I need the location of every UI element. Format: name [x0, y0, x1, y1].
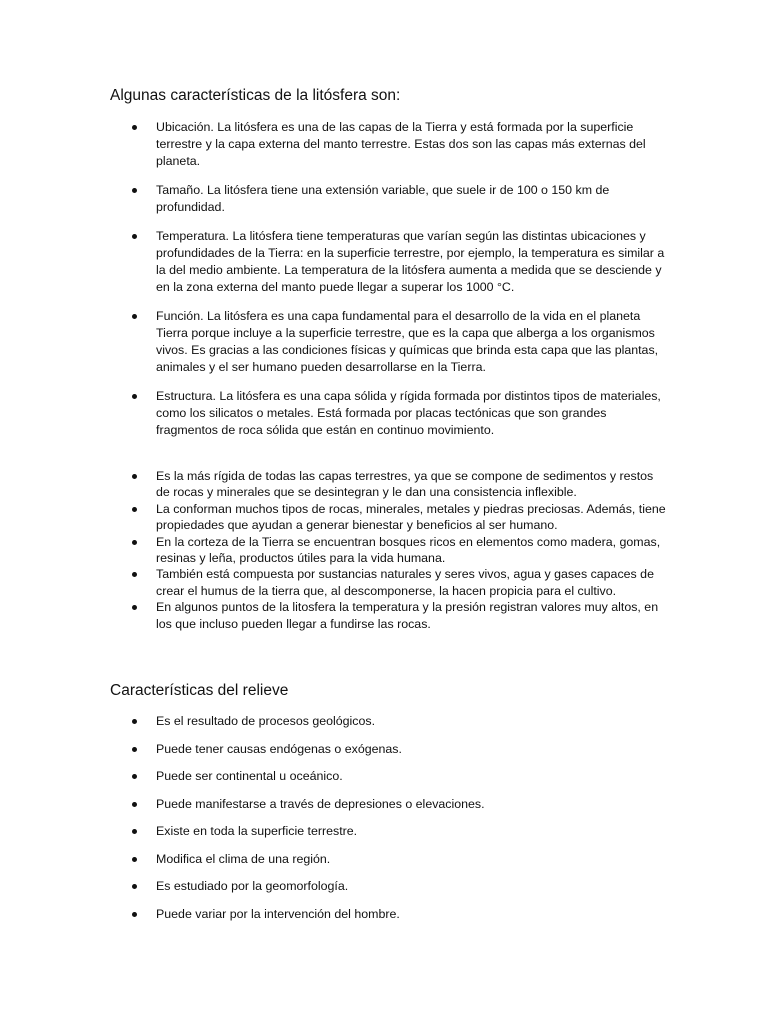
list-item-term: Estructura.: [156, 389, 216, 403]
list-item: En algunos puntos de la litosfera la temperatura y la presión registran valores muy altos, en los que incluso pueden llegar a fundirse las rocas.: [0, 599, 768, 632]
list-item: Puede ser continental u oceánico.: [0, 768, 768, 785]
list-item-term: Temperatura.: [156, 229, 229, 243]
list-item: La conforman muchos tipos de rocas, minerales, metales y piedras preciosas. Además, tiene propiedades que ayudan a generar bienestar y beneficios al ser humano.: [0, 501, 768, 534]
list-item: Puede variar por la intervención del hombre.: [0, 906, 768, 923]
list-item: Puede manifestarse a través de depresiones o elevaciones.: [0, 796, 768, 813]
list-item: [0, 388, 768, 439]
list-item: Es el resultado de procesos geológicos.: [0, 713, 768, 730]
list-item: Es la más rígida de todas las capas terrestres, ya que se compone de sedimentos y restos de rocas y minerales que se desintegran y le dan una consistencia inflexible.: [0, 468, 768, 501]
relief-characteristics-list: [0, 713, 768, 933]
list-item: Puede tener causas endógenas o exógenas.: [0, 741, 768, 758]
list-item-text: La litósfera es una capa sólida y rígida formada por distintos tipos de materiales, como los silicatos o metales. Está formada por placas tectónicas que son grandes fragmentos de roca sólida que están en continuo movimiento.: [156, 389, 661, 437]
list-item: [0, 119, 768, 170]
section-title-relief: Características del relieve: [110, 682, 289, 699]
lithosphere-characteristics-list: [0, 119, 768, 451]
list-item-term: Tamaño.: [156, 183, 204, 197]
list-item: En la corteza de la Tierra se encuentran bosques ricos en elementos como madera, gomas, resinas y leña, productos útiles para la vida humana.: [0, 534, 768, 567]
list-item-term: Función.: [156, 309, 204, 323]
list-item: Modifica el clima de una región.: [0, 851, 768, 868]
list-item-text: La litósfera tiene una extensión variable, que suele ir de 100 o 150 km de profundidad.: [156, 183, 610, 214]
list-item: [0, 182, 768, 216]
list-item: [0, 228, 768, 296]
list-item: Existe en toda la superficie terrestre.: [0, 823, 768, 840]
list-item-text: La litósfera es una de las capas de la Tierra y está formada por la superficie terrestre y la capa externa del manto terrestre. Estas dos son las capas más externas del planeta.: [156, 120, 646, 168]
list-item: También está compuesta por sustancias naturales y seres vivos, agua y gases capaces de crear el humus de la tierra que, al descomponerse, la hacen propicia para el cultivo.: [0, 566, 768, 599]
section-title-lithosphere: Algunas características de la litósfera son:: [110, 87, 401, 104]
list-item: Es estudiado por la geomorfología.: [0, 878, 768, 895]
list-item-term: Ubicación.: [156, 120, 214, 134]
list-item-text: La litósfera es una capa fundamental para el desarrollo de la vida en el planeta Tierra porque incluye a la superficie terrestre, que es la capa que alberga a los organismos vivos. Es gracias a las condiciones físicas y químicas que brinda esta capa que las plantas, animales y el ser humano pueden desarrollarse en la Tierra.: [156, 309, 659, 374]
list-item: [0, 308, 768, 376]
lithosphere-extra-list: [0, 468, 768, 632]
list-item-text: La litósfera tiene temperaturas que varían según las distintas ubicaciones y profundidades de la Tierra: en la superficie terrestre, por ejemplo, la temperatura es similar a la del medio ambiente. La temperatura de la litósfera aumenta a medida que se desciende y en la zona externa del manto puede llegar a superar los 1000 °C.: [156, 229, 665, 294]
